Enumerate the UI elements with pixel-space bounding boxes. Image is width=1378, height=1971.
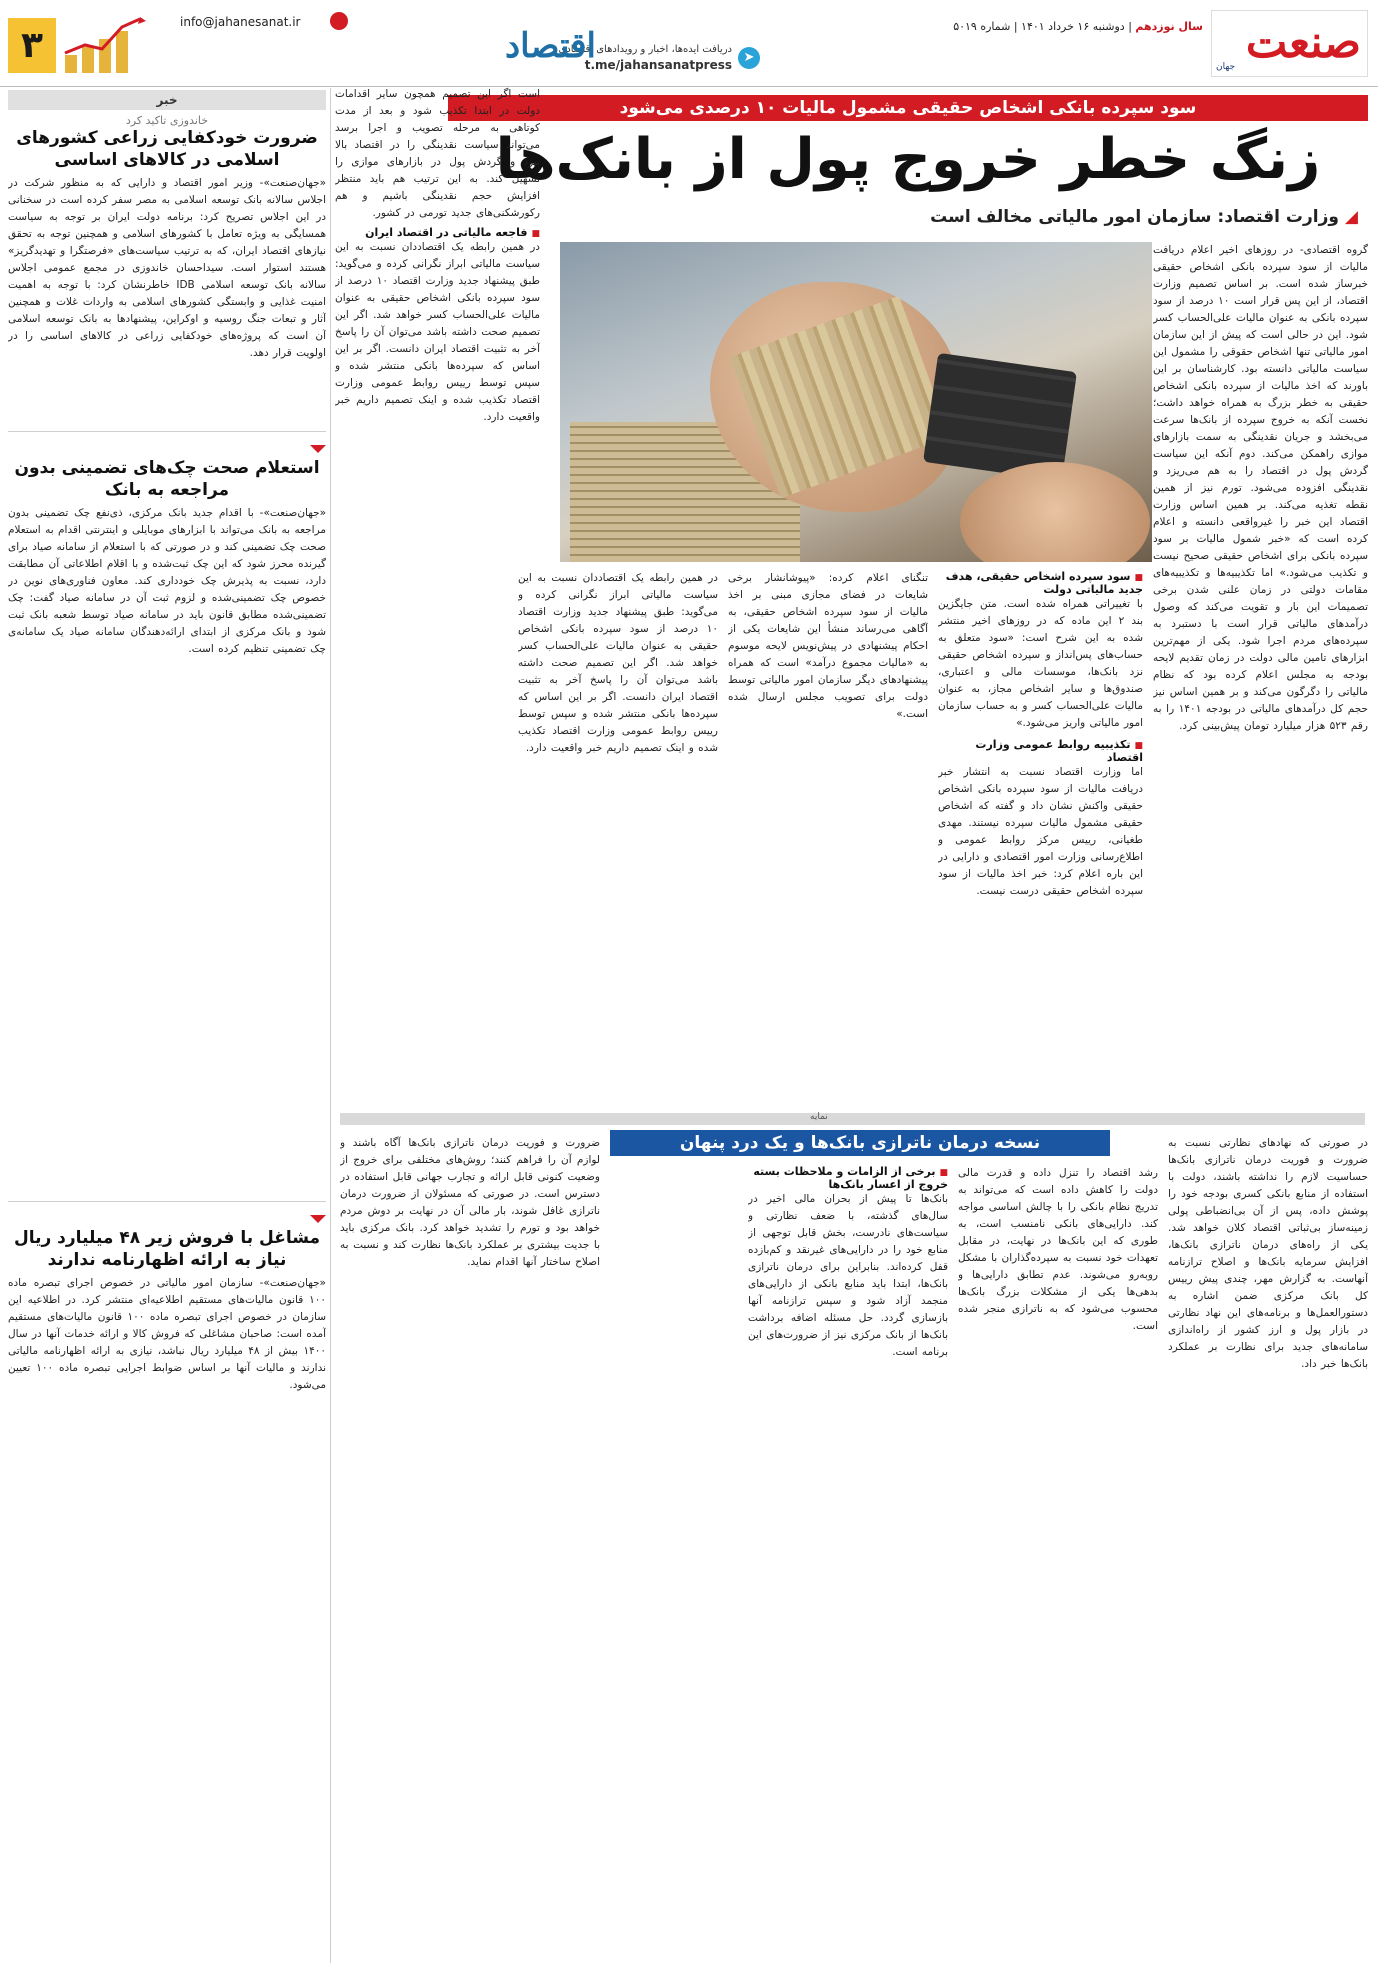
bottom-column-c-text: بانک‌ها تا پیش از بحران مالی اخیر در سال‌های گذشته، با ضعف نظارتی و سیاست‌های نادرست، بخش قابل توجهی از منابع خود را در دارایی‌های غیرنقد و کم‌بازده قفل کرده‌اند. بنابراین برای درمان ناترازی بانک‌ها، ابتدا باید منابع بانکی از دارایی‌های منجمد آزاد شود و سپس ترازنامه آنها بازسازی گردد. حل مسئله اضافه برداشت بانک‌ها از بانک مرکزی نیز از ضرورت‌های این برنامه است.	[748, 1193, 948, 1358]
telegram-icon: ➤	[738, 47, 760, 69]
story2-headline: استعلام صحت چک‌های تضمینی بدون مراجعه به بانک	[14, 458, 320, 500]
story1-text: «جهان‌صنعت»- وزیر امور اقتصاد و دارایی که به منظور شرکت در اجلاس سالانه بانک توسعه اسلامی به مصر سفر کرده است در سخنانی در این اجلاس تصریح کرد: برنامه دولت ایران بر توجه به سیاست همسایگی به ویژه تعامل با کشورهای اسلامی و همچنین توجه به تحقق نیازهای اقتصاد ایران، که به ترتیب سیاست‌های «فرصتگرا و تهدیدگریز» هستند استوار است. سیداحسان خاندوزی در مجمع عمومی اجلاس سالانه بانک توسعه اسلامی IDB خاطرنشان کرد: با توجه به اهمیت امنیت غذایی و وابستگی کشورهای اسلامی به واردات غلات و همچنین آثار و تبعات جنگ روسیه و اوکراین، پیشنهادها به بانک توسعه اسلامی آن است که پروژه‌های خودکفایی زراعی در کالاهای اساسی را در اولویت قرار دهد.	[8, 177, 326, 359]
col4-text-2: در همین رابطه یک اقتصاددان نسبت به این سیاست مالیاتی ابراز نگرانی کرده و می‌گوید: طبق پیشنهاد جدید وزارت اقتصاد ۱۰ درصد از سود سپرده بانکی اشخاص حقیقی به عنوان مالیات علی‌الحساب کسر خواهد شد. اگر این تصمیم صحت داشته باشد می‌توان آن را پاسخ آخر به تثبیت اقتصاد ایران دانست. اگر بر این اساس که سپرده‌ها بانکی منتشر شده و سپس توسط رییس روابط عمومی وزارت اقتصاد تکذیب شده و اینک تصمیم داریم خبر واقعیت دارد.	[335, 241, 540, 423]
main-column-5	[335, 86, 540, 1101]
main-column-2	[938, 570, 1143, 1100]
growth-chart-icon	[60, 15, 180, 75]
col2-subtitle-2: ■ تکذیبیه روابط عمومی وزارت اقتصاد	[938, 738, 1143, 764]
bottom-column-a: در صورتی که نهادهای نظارتی نسبت به ضرورت و فوریت درمان ناترازی بانک‌ها حساسیت لازم را نداشته باشند، دولت با استفاده از منابع بانکی کسری بودجه خود را پوشش داده، پس از آن بی‌انضباطی پولی زمینه‌ساز بی‌ثباتی اقتصاد کلان خواهد شد. یکی از راه‌های درمان ناترازی بانک‌ها، افزایش سرمایه بانک‌ها و اصلاح ترازنامه آنهاست. به گزارش مهر، چندی پیش رییس کل بانک مرکزی ضمن اشاره به دستورالعمل‌ها و برنامه‌های این نهاد نظارتی در بازار پول و ارز کشور از راه‌اندازی سامانه‌های جدید برای نظارت بر عملکرد بانک‌ها خبر داد.	[1168, 1137, 1368, 1370]
email-address[interactable]: info@jahanesanat.ir	[180, 15, 301, 29]
story1-headline: ضرورت خودکفایی زراعی کشورهای اسلامی در کالاهای اساسی	[16, 128, 318, 170]
logo-text: صنعت	[1245, 17, 1361, 68]
band-label: نمایه	[810, 1112, 828, 1122]
story3-headline: مشاغل با فروش زیر ۴۸ میلیارد ریال نیاز به ارائه اظهارنامه ندارند	[13, 1228, 321, 1270]
bottom-headline: نسخه درمان ناترازی بانک‌ها و یک درد پنهان	[610, 1130, 1110, 1156]
money-photo	[560, 242, 1152, 562]
telegram-link[interactable]: t.me/jahansanatpress	[584, 58, 732, 72]
issue-number: شماره ۵۰۱۹	[953, 20, 1011, 33]
main-subhead-text: وزارت اقتصاد: سازمان امور مالیاتی مخالف است	[930, 207, 1339, 227]
section-title: اقتصاد	[505, 26, 596, 66]
story3-text: «جهان‌صنعت»- سازمان امور مالیاتی در خصوص اجرای تبصره ماده ۱۰۰ قانون مالیات‌های مستقیم اطلاعیه‌ای منتشر کرد. در اطلاعیه این سازمان در خصوص اجرای تبصره ماده ۱۰۰ قانون مالیات‌های مستقیم آمده است: صاحبان مشاغلی که فروش کالا و ارائه خدمات آنها در سال ۱۴۰۰ بیش از ۴۸ میلیارد ریال نباشد، نیازی به ارائه اظهارنامه مالیاتی ندارند و مالیات آنها بر اساس ضوابط اجرایی تبصره ماده ۱۰۰ تعیین می‌شود.	[8, 1277, 326, 1391]
bottom-column-d: ضرورت و فوریت درمان ناترازی بانک‌ها آگاه باشند و لوازم آن را فراهم کنند؛ روش‌های مختلفی برای خروج از وضعیت کنونی قابل ارائه و تجارب جهانی قابل استفاده در دسترس است. در صورتی که مسئولان از ضرورت درمان ناترازی غافل شوند، بار مالی آن در نهایت بر دوش مردم خواهد بود و تورم را تشدید خواهد کرد. بانک مرکزی باید با جدیت بیشتری بر عملکرد بانک‌ها نظارت کند و نسبت به اصلاح ساختار آنها اقدام نماید.	[340, 1137, 600, 1268]
col4-subtitle: ■ فاجعه مالیاتی در اقتصاد ایران	[335, 226, 540, 239]
col2-text-2: اما وزارت اقتصاد نسبت به انتشار خبر دریافت مالیات از سود سپرده بانکی اشخاص حقیقی واکنش نشان داد و گفته که اشخاص حقیقی مشمول مالیات سپرده نیستند. مهدی طغیانی، رییس مرکز روابط عمومی و اطلاع‌رسانی وزارت امور اقتصادی و دارایی در این باره اعلام کرد: خبر اخذ مالیات از سود سپرده اشخاص حقیقی درست نیست.	[938, 766, 1143, 897]
col2-text: با تغییراتی همراه شده است. متن جایگزین بند ۲ این ماده که در روزهای اخیر منتشر شده به این شرح است: «سود متعلق به حساب‌های پس‌انداز و سپرده اشخاص حقیقی نزد بانک‌ها، موسسات مالی و اعتباری، صندوق‌ها و سایر اشخاص مجاز، به عنوان مالیات علی‌الحساب کسر و به حساب سازمان امور مالیاتی واریز می‌شود.»	[938, 598, 1143, 729]
telegram-caption: دریافت ایده‌ها، اخبار و رویدادهای اقتصادی	[558, 44, 732, 55]
main-headline: زنگ خطر خروج پول از بانک‌ها	[495, 127, 1321, 192]
bottom-band	[340, 1113, 1365, 1125]
story2-text: «جهان‌صنعت»- با اقدام جدید بانک مرکزی، ذی‌نفع چک تضمینی بدون مراجعه به بانک می‌تواند با ابزارهای موبایلی و اینترنتی اقدام به استعلام صحت چک تضمینی کند و در صورتی که با استعلام از سامانه صیاد برای گیرنده محرز شود که این چک ثبت‌شده و با اقلام اطلاعاتی آن مطابقت دارد، نسبت به پذیرش چک خودداری کند. معاون فناوری‌های نوین در خصوص چک تضمینی‌شده و لزوم ثبت آن در سامانه صیاد گفت: چک تضمینی‌شده مطابق قانون باید در سامانه صیاد توسط شعبه بانک ثبت شود و بانک مرکزی از ابتدای ارائه‌دهندگان سامانه صیاد یک سامانه‌ی چک تضمینی تنظیم کرده است.	[8, 507, 326, 655]
red-arrow-icon	[8, 1208, 326, 1227]
publication-logo	[1211, 10, 1368, 77]
logo-sub: جهان	[1216, 62, 1236, 72]
main-column-3: تنگنای اعلام کرده: «پیوشانشار برخی شایعات در فضای مجازی مبنی بر اخذ مالیات از سود سپرده اشخاص حقیقی، به آگاهی می‌رساند منشأ این شایعات یکی از احکام پیشنهادی در پیش‌نویس لایحه موسوم به «مالیات مجموع درآمد» است که همراه پیشنهادهای دیگر سازمان امور مالیاتی توسط دولت برای تصویب مجلس ارسال شده است.»	[728, 572, 928, 720]
bottom-column-c	[748, 1165, 948, 1955]
issue-year: سال نوزدهم	[1135, 20, 1203, 33]
main-subhead	[458, 207, 1358, 227]
issue-date: دوشنبه ۱۶ خرداد ۱۴۰۱	[1021, 20, 1125, 33]
news-section-label: خبر	[8, 90, 326, 110]
main-column-1: گروه اقتصادی- در روزهای اخیر اعلام دریافت مالیات از سود سپرده بانکی اشخاص حقیقی خبرساز شده است. بر اساس تصمیم وزارت اقتصاد، از این پس قرار است ۱۰ درصد از سود سپرده بانکی به عنوان مالیات علی‌الحساب کسر شود. این در حالی است که پیش از این سازمان امور مالیاتی تنها اشخاص حقوقی را مشمول این سیاست مالیاتی دانسته بود. کارشناسان بر این باورند که اخذ مالیات از سپرده بانکی اشخاص حقیقی به خطر بزرگ به همراه خواهد داشت؛ نخست آنکه به خروج سپرده از بانک‌ها سرعت می‌بخشد و جریان نقدینگی به سمت بازارهای موازی راهمکن می‌کند. دوم آنکه این سیاست گردش پول در اقتصاد را به هم می‌ریزد و نقدینگی افزوده می‌شود. تورم نیز از همین نقطه تغذیه می‌کند. بر همین اساس وزارت اقتصاد این خبر را غیرواقعی دانسته و اعلام کرده است که «خبر شمول مالیات بر سود سپرده بانکی برای اشخاص حقیقی صحیح نیست و تکذیب می‌شود.» اما تکذیبیه‌ها و تکذیبیه‌های مقامات دولتی در زمان علنی شدن برخی تصمیمات این بار و تقویت می‌کند که وصول درآمدهای مالیاتی قرار است با دستبرد به سپرده‌های مردم اجرا شود. یکی از مهم‌ترین ابزارهای تامین مالی دولت در زمان تقدیم لایحه بودجه به مجلس اعلام کرده بود که نظام مالیاتی را دگرگون می‌کند و بر همین اساس نیز حجم کل درآمدهای مالیاتی در بودجه ۱۴۰۱ را به رقم ۵۲۳ هزار میلیارد تومان پیش‌بینی کرد.	[1153, 244, 1368, 732]
story1-kicker: خاندوزی تاکید کرد	[125, 114, 209, 127]
col2-subtitle: ■ سود سپرده اشخاص حقیقی، هدف جدید مالیاتی دولت	[938, 570, 1143, 596]
bottom-column-b: رشد اقتصاد را تنزل داده و قدرت مالی دولت را کاهش داده است که می‌تواند به تدریج نظام بانکی را با چالش اساسی مواجه کند. دارایی‌های بانکی نامنسب است، به طوری که این بانک‌ها در نهایت، در مقابل تعهدات خود نسبت به سپرده‌گذاران با مشکل روبه‌رو می‌شوند. عدم تطابق دارایی‌ها و بدهی‌ها یکی از مشکلات بزرگ بانک‌ها محسوب می‌شود که به ناترازی منجر شده است.	[958, 1167, 1158, 1332]
triangle-icon: ◢	[1344, 207, 1358, 227]
main-kicker: سود سپرده بانکی اشخاص حقیقی مشمول مالیات ۱۰ درصدی می‌شود	[448, 95, 1368, 121]
bottom-subtitle: ■ برخی از الزامات و ملاحظات بسته خروج از اعسار بانک‌ها	[748, 1165, 948, 1191]
col4-text: است اگر این تصمیم همچون سایر اقدامات دولت در ابتدا تکذیب شود و بعد از مدت کوتاهی به مرحله تصویب و اجرا برسد می‌تواند سیاست نقدینگی را در اقتصاد بالا ببرد و گردش پول در بازارهای موازی را تسهیل کند. به این ترتیب هم باید منتظر افزایش حجم نقدینگی باشیم و هم رکورشکنی‌های جدید تورمی در کشور.	[335, 88, 540, 219]
masthead	[0, 0, 1378, 87]
page-number: ۳	[8, 18, 56, 73]
main-column-4-lower: در همین رابطه یک اقتصاددان نسبت به این سیاست مالیاتی ابراز نگرانی کرده و می‌گوید: طبق پیشنهاد جدید وزارت اقتصاد ۱۰ درصد از سود سپرده بانکی اشخاص حقیقی به عنوان مالیات علی‌الحساب کسر خواهد شد. اگر این تصمیم صحت داشته باشد می‌توان آن را پاسخ آخر به تثبیت اقتصاد ایران دانست. اگر بر این اساس که سپرده‌ها بانکی منتشر شده و سپس توسط رییس روابط عمومی وزارت اقتصاد تکذیب شده و اینک تصمیم داریم خبر واقعیت دارد.	[518, 572, 718, 754]
red-arrow-icon	[8, 438, 326, 457]
issue-line: سال نوزدهم | دوشنبه ۱۶ خرداد ۱۴۰۱ | شماره ۵۰۱۹	[953, 20, 1203, 33]
column-rule	[330, 88, 331, 1963]
photo-hand-right	[960, 462, 1150, 562]
divider	[8, 1201, 326, 1202]
divider	[8, 431, 326, 432]
email-icon	[330, 12, 348, 30]
news-column	[8, 90, 326, 1960]
